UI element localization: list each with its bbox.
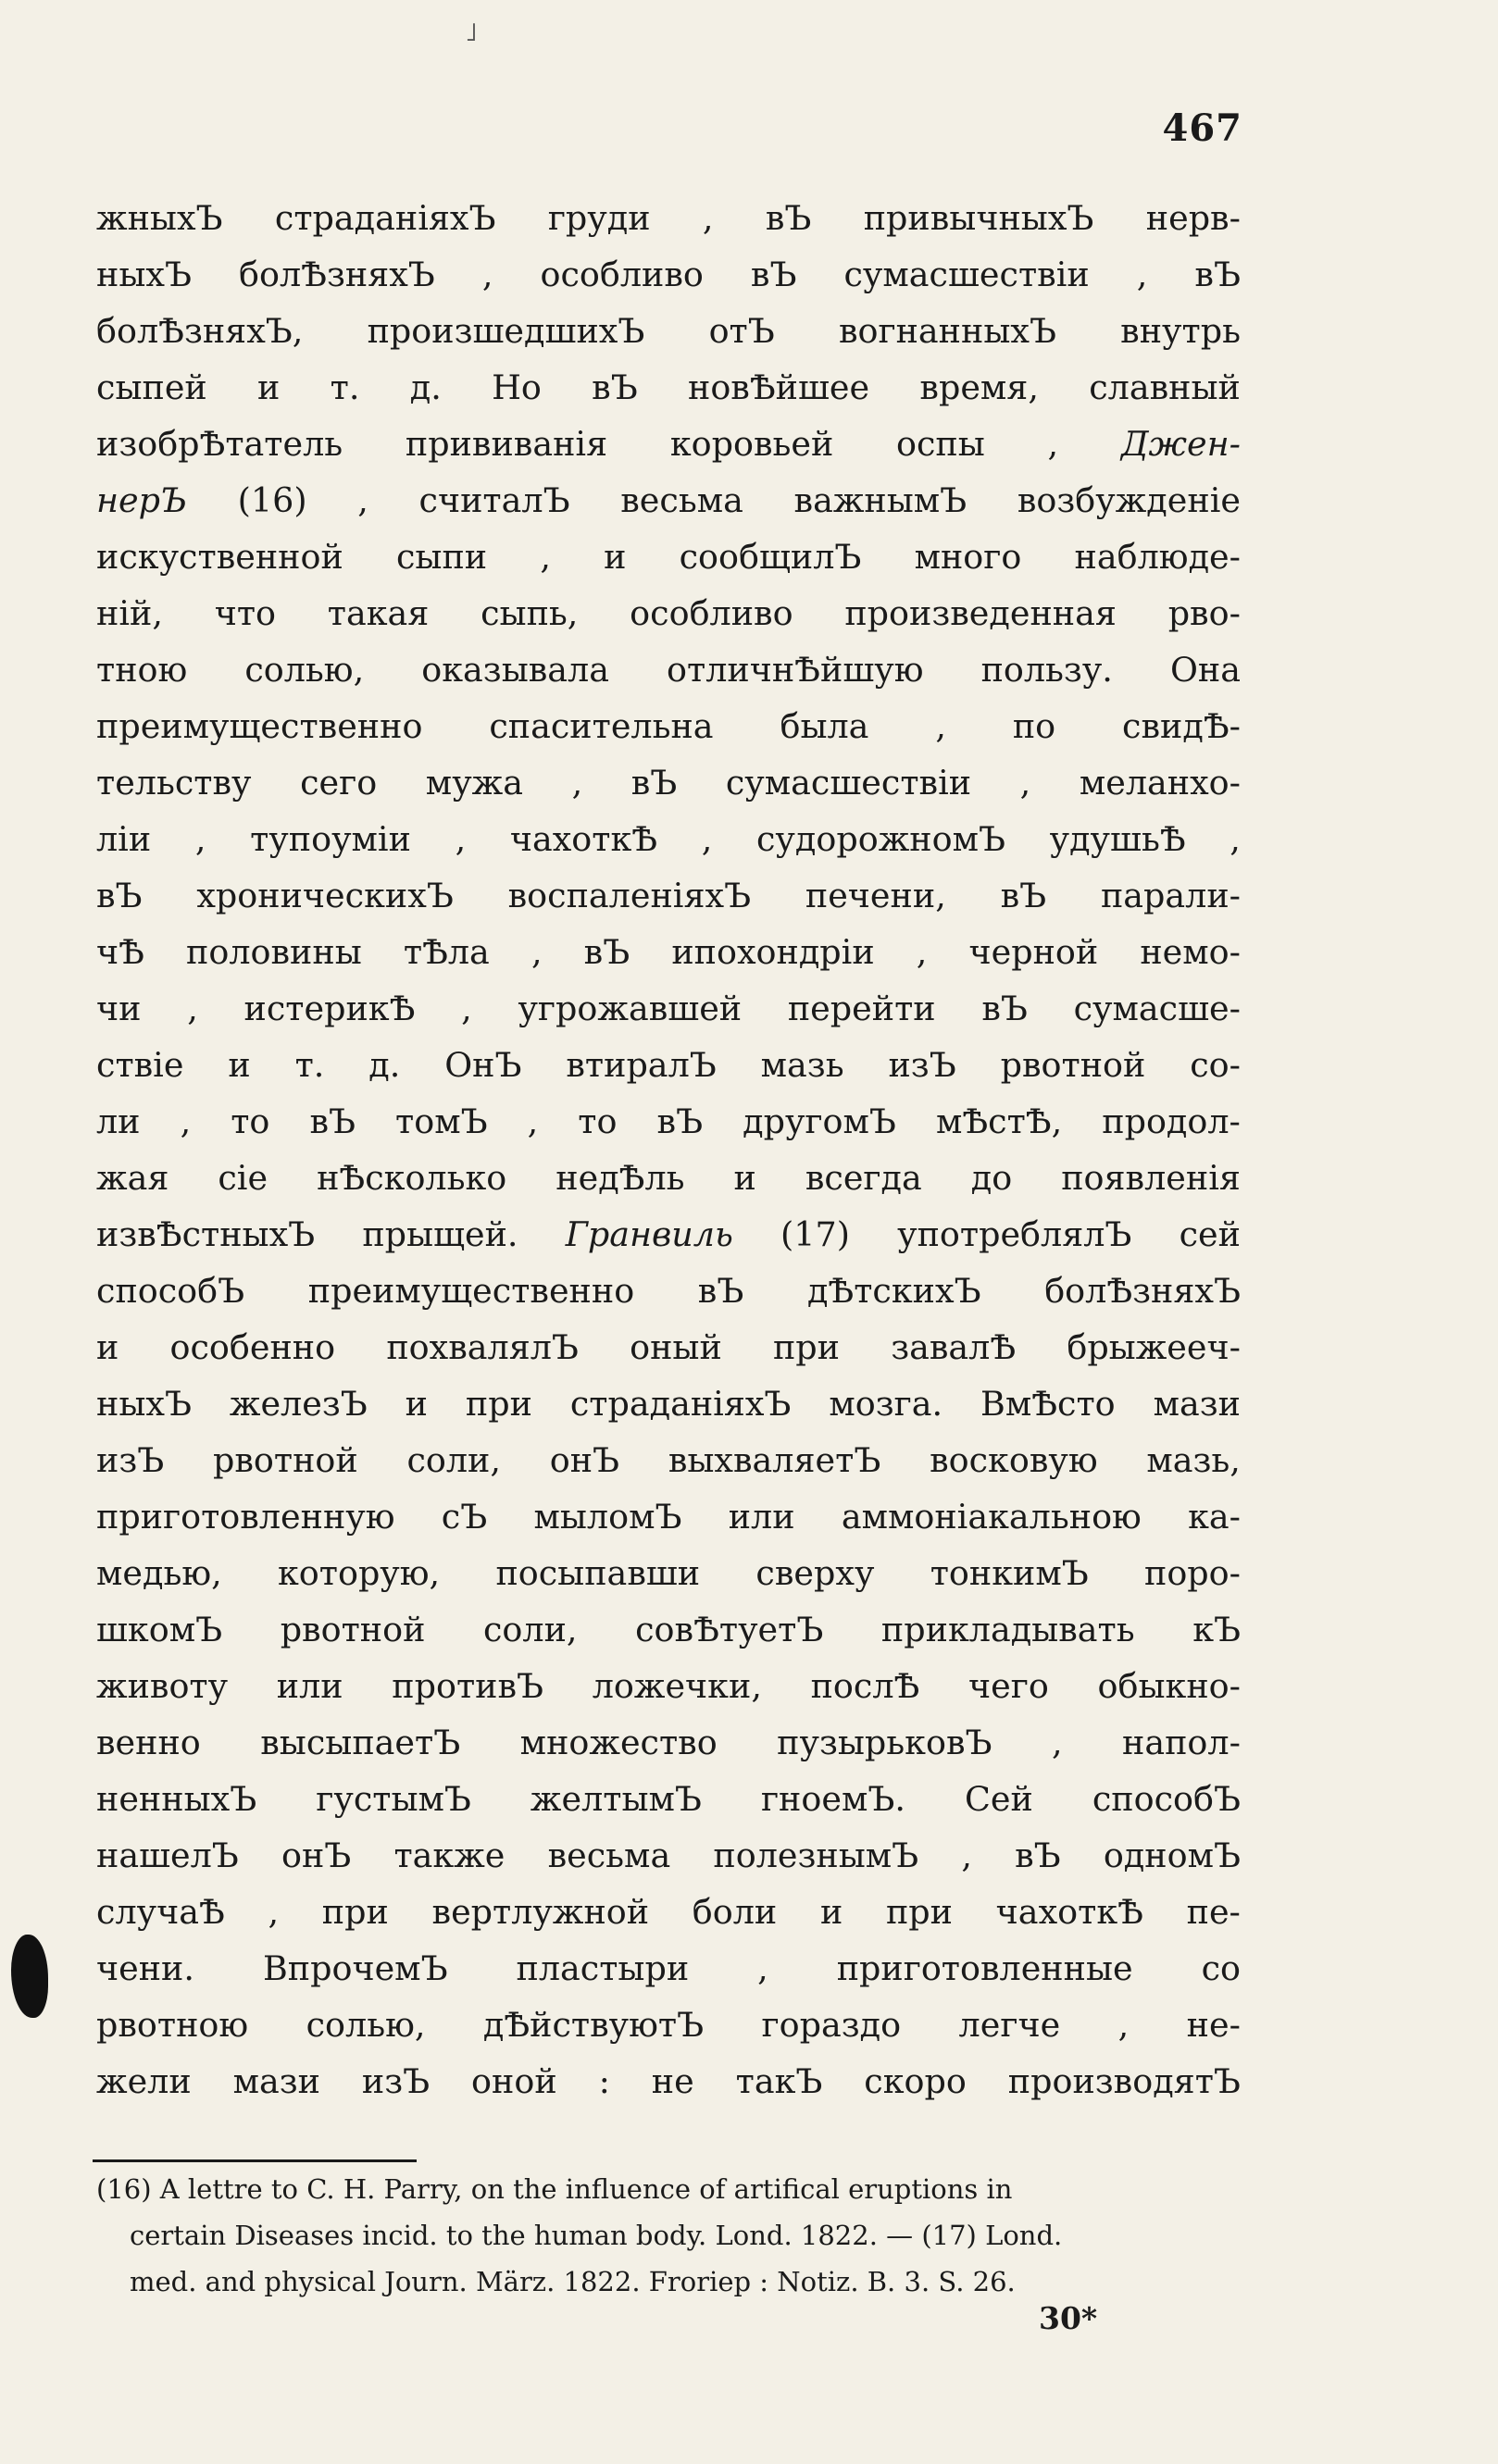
word: чи: [96, 989, 142, 1028]
word: высыпаетЪ: [260, 1723, 461, 1762]
word: вЪ: [630, 763, 678, 803]
word: мазь,: [1146, 1440, 1241, 1480]
word: сумасшествiи: [725, 763, 972, 803]
text-line: [96, 1658, 1241, 1714]
word: сiе: [218, 1158, 268, 1198]
word: болѢзняхЪ,: [96, 311, 304, 351]
word: произведенная: [844, 593, 1117, 633]
word: вЪ: [981, 989, 1028, 1028]
word: шкомЪ: [96, 1610, 223, 1649]
text-line: [96, 1319, 1241, 1375]
word: ,: [527, 1101, 539, 1141]
word: обыкно-: [1097, 1666, 1241, 1706]
word: и: [257, 367, 281, 407]
word: при: [321, 1892, 389, 1932]
word: парали-: [1100, 876, 1241, 915]
word: тѢла: [403, 932, 490, 972]
word: хроническихЪ: [196, 876, 454, 915]
footnotes: [96, 2166, 1241, 2305]
word: половины: [186, 932, 362, 972]
text-line: [96, 1827, 1241, 1884]
word: (16): [237, 480, 307, 520]
word: жая: [96, 1158, 169, 1198]
margin-tick-mark: ˩: [465, 17, 478, 47]
word: чахоткѢ: [509, 819, 658, 859]
word: вЪ: [1015, 1836, 1061, 1875]
word: славный: [1089, 367, 1241, 407]
word: и: [604, 537, 627, 577]
word: вЪ: [656, 1101, 704, 1141]
word: ,: [935, 706, 946, 746]
footnote-text: certain Diseases incid. to the human body. Lond. 1822. — (17) Lond.: [130, 2220, 1063, 2251]
text-line: [96, 1432, 1241, 1488]
word: солью,: [306, 2005, 426, 2045]
text-line: [96, 980, 1241, 1037]
text-line: [96, 1206, 1241, 1263]
word: и: [819, 1892, 843, 1932]
word: ,: [571, 763, 583, 803]
text-line: [96, 246, 1241, 303]
word: спасительна: [489, 706, 714, 746]
text-line: [96, 924, 1241, 980]
word: страданiяхЪ: [274, 198, 496, 238]
word: солью,: [244, 650, 365, 690]
word: рвотною: [96, 2005, 249, 2045]
word: преимущественно: [96, 706, 423, 746]
word: (17): [780, 1214, 850, 1254]
word: тупоумiи: [250, 819, 411, 859]
word: сего: [300, 763, 378, 803]
word: внутрь: [1120, 311, 1241, 351]
word: боли: [692, 1892, 778, 1932]
word: всегда: [805, 1158, 922, 1198]
text-line: [96, 1884, 1241, 1940]
text-line: [96, 529, 1241, 585]
text-line: [96, 303, 1241, 359]
footnote-line: [96, 2212, 1241, 2259]
word: болѢзняхЪ: [239, 255, 435, 294]
word: густымЪ: [316, 1779, 471, 1819]
word: животу: [96, 1666, 229, 1706]
word: одномЪ: [1103, 1836, 1241, 1875]
word: такая: [327, 593, 430, 633]
word: считалЪ: [418, 480, 570, 520]
word: наблюде-: [1074, 537, 1241, 577]
word: вЪ: [1000, 876, 1047, 915]
footnote-text: med. and physical Journ. März. 1822. Froriep : Notiz. B. 3. S. 26.: [130, 2266, 1016, 2297]
word: со-: [1190, 1045, 1241, 1085]
word: ,: [916, 932, 928, 972]
word: возбужденiе: [1017, 480, 1241, 520]
italic-name: нерЪ: [96, 480, 188, 520]
word: сумасшествiи: [843, 255, 1090, 294]
text-line: [96, 472, 1241, 529]
word: венно: [96, 1723, 201, 1762]
text-line: [96, 585, 1241, 641]
word: дѢтскихЪ: [806, 1271, 981, 1311]
word: мѢстѢ,: [935, 1101, 1063, 1141]
word: мужа: [425, 763, 524, 803]
word: употреблялЪ: [897, 1214, 1132, 1254]
text-line: [96, 416, 1241, 472]
text-line: [96, 190, 1241, 246]
word: ложечки,: [592, 1666, 762, 1706]
word: полезнымЪ: [713, 1836, 919, 1875]
word: продол-: [1102, 1101, 1241, 1141]
word: оказывала: [421, 650, 609, 690]
word: мазь: [760, 1045, 844, 1085]
word: при: [772, 1327, 840, 1367]
text-line: [96, 641, 1241, 698]
word: легче: [958, 2005, 1061, 2045]
word: сЪ: [441, 1497, 488, 1537]
word: аммонiакальною: [841, 1497, 1142, 1537]
word: гноемЪ.: [760, 1779, 905, 1819]
word: завалѢ: [891, 1327, 1017, 1367]
word: ,: [1136, 255, 1148, 294]
word: соли,: [406, 1440, 501, 1480]
word: черной: [968, 932, 1099, 972]
signature-mark: 30*: [1039, 2300, 1098, 2336]
word: при: [885, 1892, 953, 1932]
word: ,: [1051, 1723, 1063, 1762]
word: пластыри: [516, 1948, 690, 1988]
word: что: [214, 593, 277, 633]
word: груди: [547, 198, 651, 238]
word: пе-: [1186, 1892, 1241, 1932]
word: при: [465, 1384, 532, 1424]
word: изобрѢтатель: [96, 424, 343, 464]
word: сумасше-: [1073, 989, 1241, 1028]
word: онЪ: [549, 1440, 620, 1480]
word: не: [651, 2061, 694, 2101]
text-line: [96, 1037, 1241, 1093]
word: способЪ: [1092, 1779, 1241, 1819]
word: послѢ: [810, 1666, 920, 1706]
word: Она: [1169, 650, 1241, 690]
word: не-: [1186, 2005, 1241, 2045]
word: тонкимЪ: [930, 1553, 1089, 1593]
italic-name: Гранвиль: [565, 1214, 733, 1254]
body-text: [96, 190, 1241, 2109]
word: свидѢ-: [1122, 706, 1241, 746]
word: ,: [180, 1101, 192, 1141]
word: ,: [1019, 763, 1031, 803]
word: другомЪ: [743, 1101, 896, 1141]
word: онЪ: [281, 1836, 352, 1875]
text-line: [96, 1488, 1241, 1545]
word: ,: [540, 537, 551, 577]
word: рвотной: [1000, 1045, 1146, 1085]
word: приготовленные: [836, 1948, 1133, 1988]
word: прививанiя: [405, 424, 608, 464]
word: ОнЪ: [444, 1045, 522, 1085]
word: произшедшихЪ: [367, 311, 645, 351]
word: со: [1201, 1948, 1241, 1988]
footnote-line: [96, 2166, 1241, 2212]
word: т.: [330, 367, 360, 407]
text-line: [96, 1150, 1241, 1206]
word: чени.: [96, 1948, 194, 1988]
word: томЪ: [395, 1101, 488, 1141]
word: тною: [96, 650, 188, 690]
word: ,: [702, 198, 714, 238]
word: ,: [1117, 2005, 1130, 2045]
word: рво-: [1167, 593, 1241, 633]
word: ,: [187, 989, 198, 1028]
word: которую,: [277, 1553, 441, 1593]
word: похвалялЪ: [386, 1327, 579, 1367]
text-line: [96, 1375, 1241, 1432]
text-line: [96, 1263, 1241, 1319]
word: ВмѢсто: [980, 1384, 1116, 1424]
word: вЪ: [697, 1271, 744, 1311]
word: судорожномЪ: [755, 819, 1005, 859]
word: новѢйшее: [688, 367, 870, 407]
word: или: [276, 1666, 343, 1706]
word: оспы: [896, 424, 985, 464]
footnote-line: [96, 2259, 1241, 2305]
word: втиралЪ: [566, 1045, 717, 1085]
word: кЪ: [1192, 1610, 1241, 1649]
word: недѢль: [556, 1158, 685, 1198]
word: случаѢ: [96, 1892, 225, 1932]
word: пузырьковЪ: [777, 1723, 992, 1762]
word: то: [578, 1101, 618, 1141]
word: поро-: [1144, 1553, 1241, 1593]
word: д.: [409, 367, 442, 407]
word: напол-: [1122, 1723, 1241, 1762]
word: ли: [96, 1101, 141, 1141]
word: нiй,: [96, 593, 163, 633]
word: жели: [96, 2061, 192, 2101]
word: производятЪ: [1007, 2061, 1241, 2101]
word: медью,: [96, 1553, 222, 1593]
word: изЪ: [96, 1440, 165, 1480]
word: болѢзняхЪ: [1044, 1271, 1241, 1311]
word: чего: [968, 1666, 1049, 1706]
word: железЪ: [229, 1384, 368, 1424]
word: совѢтуетЪ: [635, 1610, 824, 1649]
word: привычныхЪ: [863, 198, 1094, 238]
word: весьма: [547, 1836, 671, 1875]
word: ,: [194, 819, 206, 859]
word: сверху: [755, 1553, 875, 1593]
word: посыпавши: [495, 1553, 701, 1593]
word: выхваляетЪ: [668, 1440, 881, 1480]
word: ствiе: [96, 1045, 184, 1085]
word: прыщей.: [362, 1214, 518, 1254]
word: брыжееч-: [1067, 1327, 1241, 1367]
word: немо-: [1140, 932, 1241, 972]
word: ныхЪ: [96, 255, 192, 294]
word: угрожавшей: [518, 989, 743, 1028]
word: чахоткѢ: [995, 1892, 1143, 1932]
word: извѢстныхЪ: [96, 1214, 316, 1254]
word: ,: [961, 1836, 972, 1875]
word: пользу.: [980, 650, 1113, 690]
word: вЪ: [309, 1101, 356, 1141]
word: и: [733, 1158, 756, 1198]
word: гораздо: [761, 2005, 902, 2045]
word: страданiяхЪ: [569, 1384, 792, 1424]
word: вЪ: [96, 876, 143, 915]
word: скоро: [864, 2061, 967, 2101]
word: печени,: [805, 876, 946, 915]
text-line: [96, 1545, 1241, 1601]
word: мази: [232, 2061, 320, 2101]
word: :: [598, 2061, 610, 2101]
word: ,: [531, 932, 543, 972]
word: желтымЪ: [530, 1779, 702, 1819]
word: оный: [630, 1327, 722, 1367]
word: особливо: [540, 255, 704, 294]
text-line: [96, 698, 1241, 754]
word: противЪ: [392, 1666, 544, 1706]
word: особливо: [630, 593, 793, 633]
word: много: [914, 537, 1022, 577]
word: ВпрочемЪ: [262, 1948, 448, 1988]
word: множество: [519, 1723, 718, 1762]
word: и: [96, 1327, 119, 1367]
word: вЪ: [750, 255, 797, 294]
footnote-text: (16) A lettre to C. H. Parry, on the influence of artifical eruptions in: [96, 2173, 1013, 2205]
word: изЪ: [888, 1045, 956, 1085]
word: меланхо-: [1079, 763, 1241, 803]
word: ,: [757, 1948, 768, 1988]
word: восковую: [930, 1440, 1098, 1480]
word: вогнанныхЪ: [838, 311, 1056, 351]
page-number: 467: [1162, 106, 1242, 150]
text-line: [96, 1940, 1241, 1997]
word: вЪ: [583, 932, 630, 972]
word: прикладывать: [880, 1610, 1135, 1649]
word: была: [780, 706, 869, 746]
word: д.: [368, 1045, 401, 1085]
word: ,: [1230, 819, 1241, 859]
word: жныхЪ: [96, 198, 223, 238]
word: ,: [357, 480, 368, 520]
word: дѢйствуютЪ: [482, 2005, 705, 2045]
word: до: [970, 1158, 1013, 1198]
text-line: [96, 811, 1241, 867]
word: время,: [919, 367, 1039, 407]
word: вЪ: [592, 367, 638, 407]
word: рвотной: [280, 1610, 426, 1649]
word: и: [228, 1045, 251, 1085]
word: удушьѢ: [1049, 819, 1186, 859]
word: или: [728, 1497, 795, 1537]
word: искуственной: [96, 537, 343, 577]
word: преимущественно: [307, 1271, 635, 1311]
word: ненныхЪ: [96, 1779, 257, 1819]
word: сыпь,: [481, 593, 579, 633]
word: нерв-: [1145, 198, 1241, 238]
word: способЪ: [96, 1271, 245, 1311]
word: сообщилЪ: [679, 537, 862, 577]
text-line: [96, 359, 1241, 416]
word: также: [393, 1836, 506, 1875]
word: ныхЪ: [96, 1384, 192, 1424]
word: сей: [1179, 1214, 1241, 1254]
word: сыпи: [395, 537, 488, 577]
word: то: [231, 1101, 270, 1141]
text-line: [96, 1771, 1241, 1827]
word: такЪ: [735, 2061, 823, 2101]
word: мозга.: [829, 1384, 943, 1424]
word: особенно: [169, 1327, 336, 1367]
word: ,: [268, 1892, 280, 1932]
text-line: [96, 1093, 1241, 1150]
word: тельству: [96, 763, 252, 803]
word: Но: [492, 367, 542, 407]
word: вертлужной: [431, 1892, 650, 1932]
word: отЪ: [708, 311, 775, 351]
text-line: [96, 754, 1241, 811]
word: вЪ: [1194, 255, 1241, 294]
word: мази: [1153, 1384, 1241, 1424]
word: истерикѢ: [243, 989, 416, 1028]
word: вЪ: [765, 198, 812, 238]
word: отличнѢйшую: [667, 650, 924, 690]
text-line: [96, 1601, 1241, 1658]
word: появленiя: [1061, 1158, 1241, 1198]
word: ,: [455, 819, 467, 859]
word: по: [1012, 706, 1056, 746]
word: чѢ: [96, 932, 144, 972]
word: сыпей: [96, 367, 207, 407]
word: коровьей: [669, 424, 834, 464]
word: ,: [701, 819, 713, 859]
text-line: [96, 867, 1241, 924]
word: и: [405, 1384, 428, 1424]
word: ,: [461, 989, 472, 1028]
word: перейти: [787, 989, 936, 1028]
text-line: [96, 1714, 1241, 1771]
word: ,: [1047, 424, 1059, 464]
word: ,: [481, 255, 493, 294]
italic-name: Джен-: [1120, 424, 1241, 464]
word: нашелЪ: [96, 1836, 239, 1875]
word: лiи: [96, 819, 152, 859]
word: приготовленную: [96, 1497, 395, 1537]
word: ипохондрiи: [671, 932, 875, 972]
word: весьма: [620, 480, 743, 520]
text-line: [96, 1997, 1241, 2053]
ink-blot: [11, 1935, 48, 2018]
word: воспаленiяхЪ: [507, 876, 752, 915]
word: соли,: [482, 1610, 578, 1649]
word: Сей: [964, 1779, 1033, 1819]
text-line: [96, 2053, 1241, 2109]
word: т.: [294, 1045, 325, 1085]
word: нѢсколько: [317, 1158, 507, 1198]
word: изЪ: [361, 2061, 431, 2101]
word: рвотной: [212, 1440, 358, 1480]
word: ка-: [1188, 1497, 1241, 1537]
word: важнымЪ: [793, 480, 967, 520]
footnote-rule: [93, 2159, 417, 2162]
word: мыломЪ: [533, 1497, 682, 1537]
word: оной: [471, 2061, 557, 2101]
